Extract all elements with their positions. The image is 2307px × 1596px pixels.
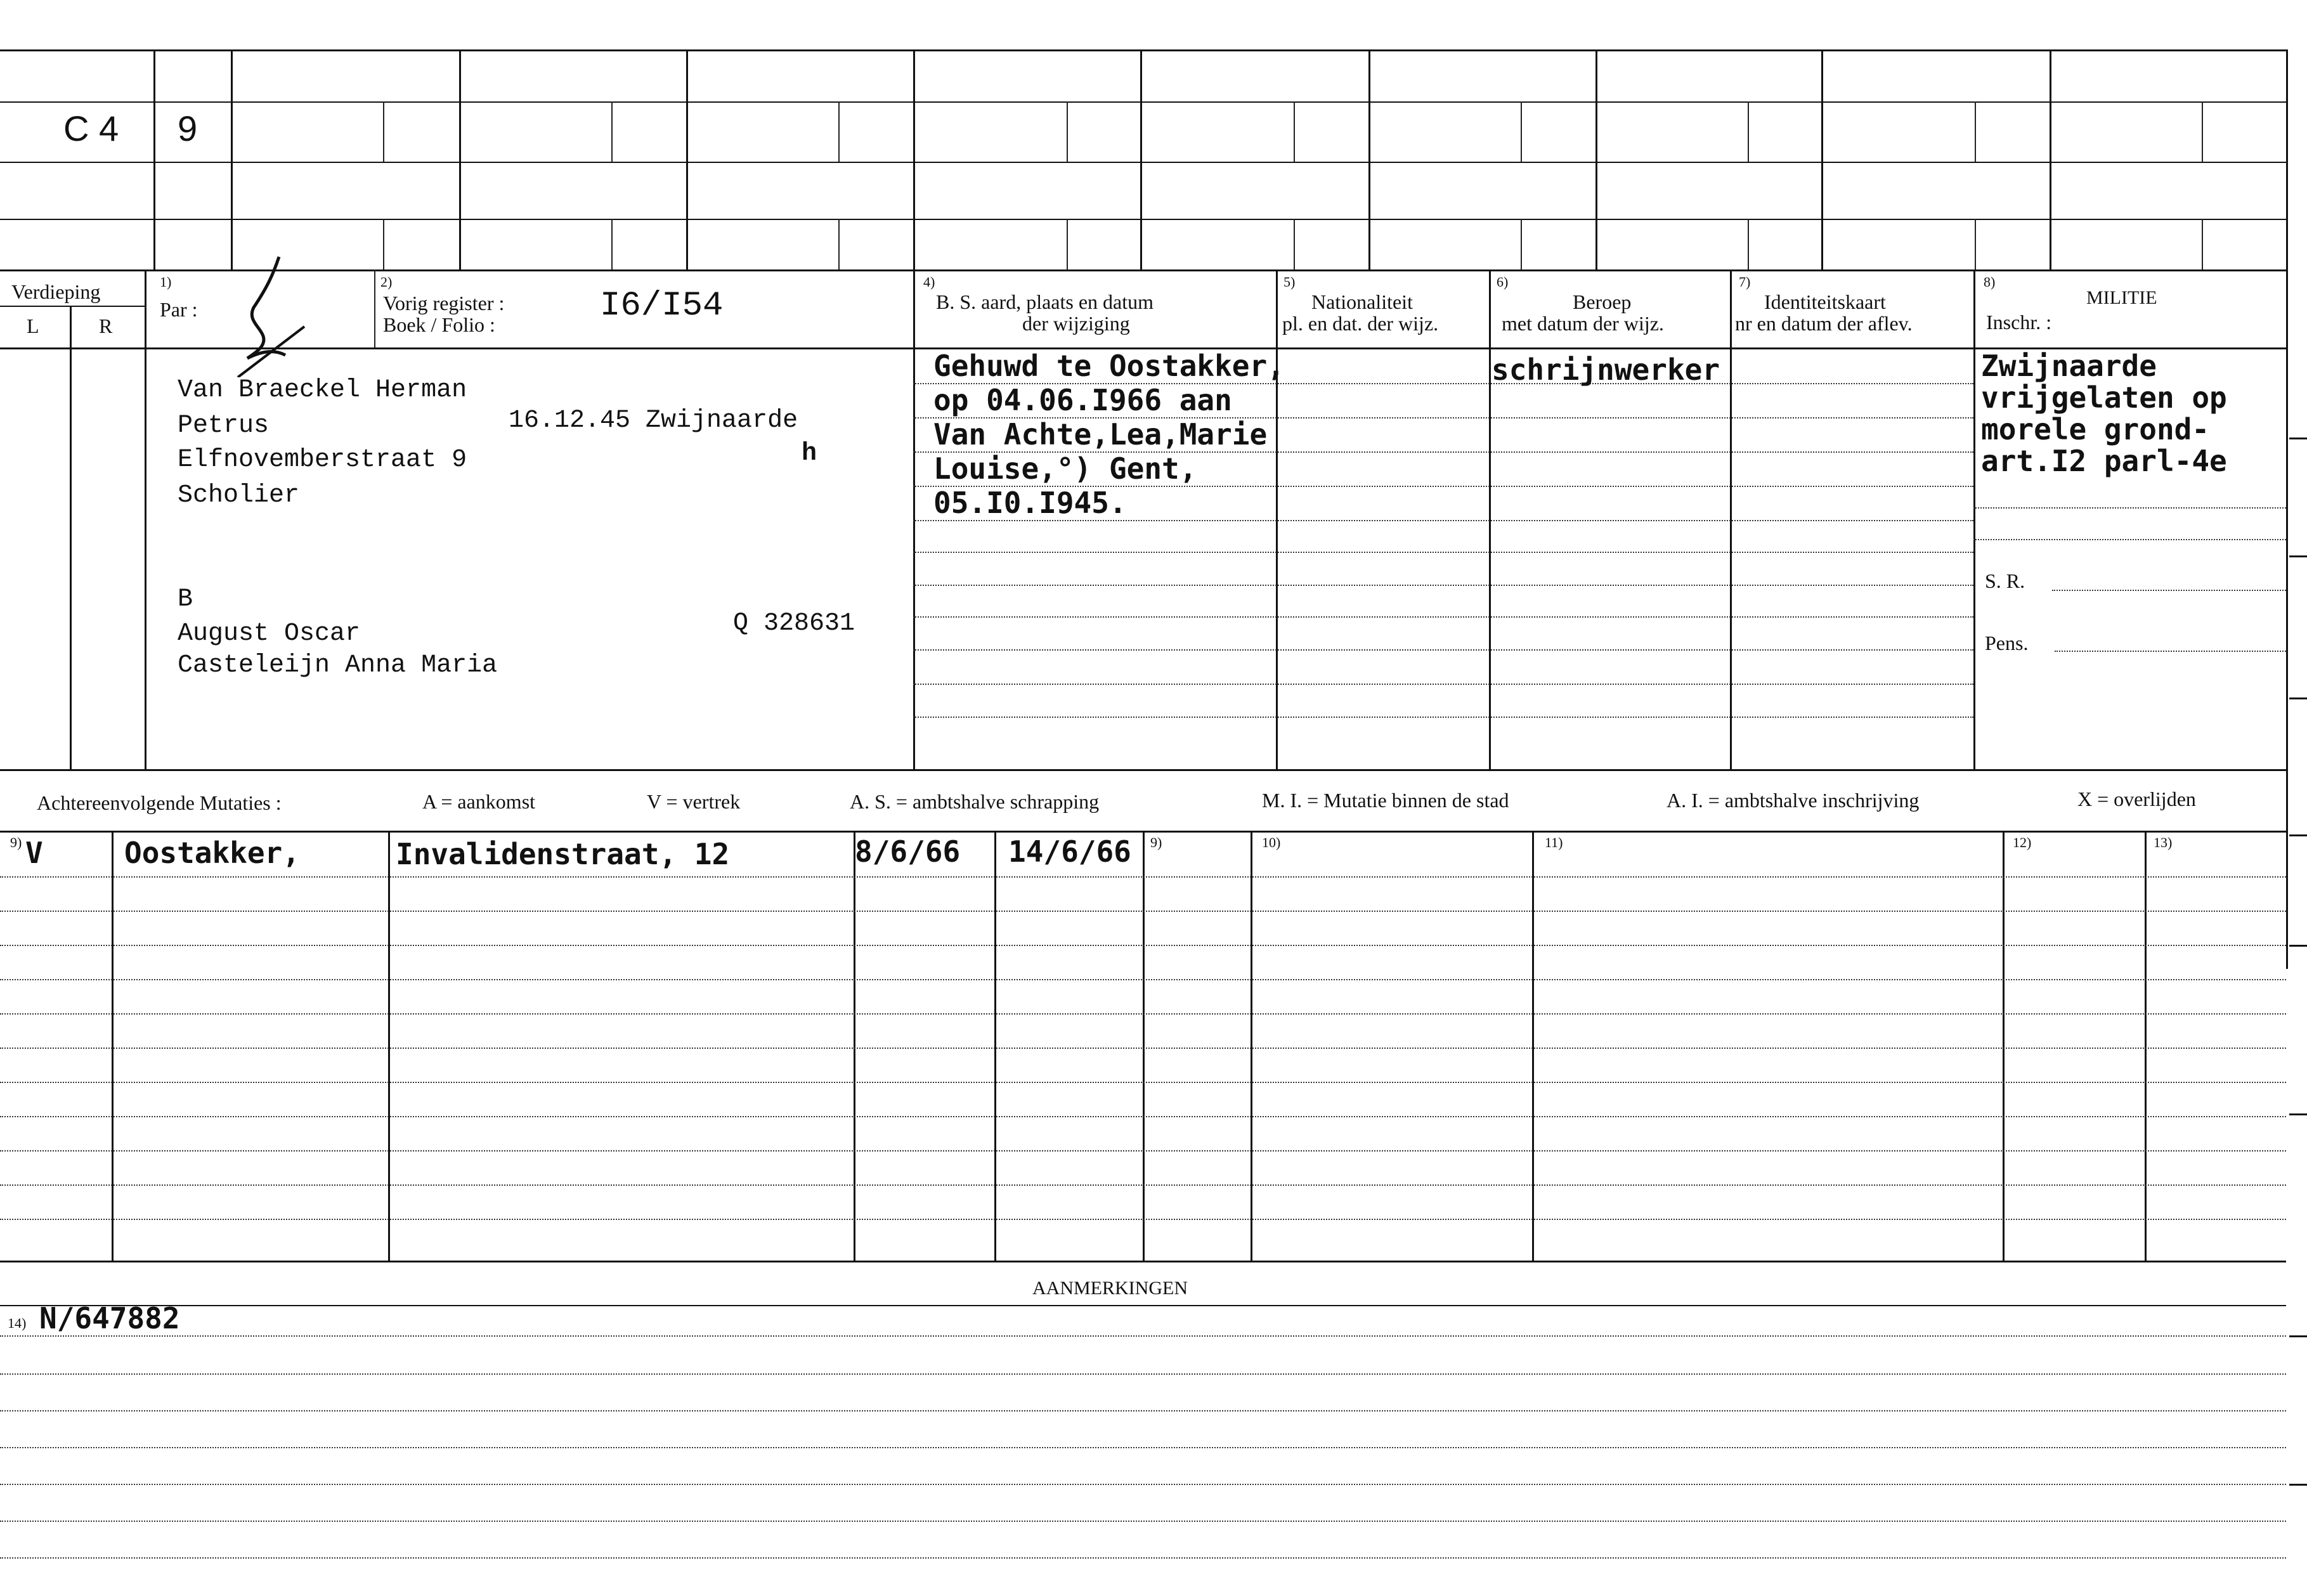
legend-a: A = aankomst bbox=[422, 790, 536, 813]
militie-header: MILITIE bbox=[2086, 287, 2157, 308]
aanmerkingen-top-line bbox=[0, 1305, 2286, 1306]
civil-status-line2: op 04.06.I966 aan bbox=[933, 383, 1232, 417]
top-grid-line-3 bbox=[0, 162, 2286, 163]
boek-folio-label: Boek / Folio : bbox=[383, 313, 495, 336]
left-label: L bbox=[27, 315, 39, 337]
field-5-number: 5) bbox=[1283, 274, 1296, 290]
mutatie-num-11: 11) bbox=[1545, 834, 1563, 850]
person-id-code: Q 328631 bbox=[733, 609, 855, 638]
vorig-register-label: Vorig register : bbox=[383, 292, 505, 315]
top-grid-line-4 bbox=[0, 219, 2286, 220]
lr-divider-line bbox=[0, 306, 145, 307]
person-address: Elfnovemberstraat 9 bbox=[178, 446, 467, 474]
militie-line1: Zwijnaarde bbox=[1981, 349, 2157, 383]
mutatie-street: Invalidenstraat, 12 bbox=[396, 837, 730, 871]
beroep-value: schrijnwerker bbox=[1491, 353, 1720, 387]
person-block-bottom-line bbox=[0, 769, 2286, 771]
nationaliteit-subheader: pl. en dat. der wijz. bbox=[1282, 312, 1439, 335]
civil-status-line1: Gehuwd te Oostakker, bbox=[933, 349, 1285, 383]
field-6-number: 6) bbox=[1497, 274, 1509, 290]
civil-status-line3: Van Achte,Lea,Marie bbox=[933, 417, 1268, 451]
par-label: Par : bbox=[160, 298, 198, 321]
right-label: R bbox=[99, 315, 113, 337]
militie-line2: vrijgelaten op bbox=[1981, 380, 2227, 415]
pens-label: Pens. bbox=[1985, 632, 2029, 654]
civil-status-line4: Louise,°) Gent, bbox=[933, 451, 1197, 486]
mutatie-date-2: 14/6/66 bbox=[1008, 834, 1131, 869]
mutatie-num-9b: 9) bbox=[1150, 834, 1162, 850]
bs-header-line1: B. S. aard, plaats en datum bbox=[936, 290, 1154, 313]
mutatie-num-10: 10) bbox=[1262, 834, 1281, 850]
person-mother: Casteleijn Anna Maria bbox=[178, 651, 498, 680]
mutatie-num-13: 13) bbox=[2154, 834, 2173, 850]
vorig-register-value: I6/I54 bbox=[600, 287, 724, 325]
person-father: August Oscar bbox=[178, 620, 361, 648]
person-name-line2: Petrus bbox=[178, 412, 270, 440]
grid-code: C 4 bbox=[63, 108, 119, 148]
person-occupation: Scholier bbox=[178, 481, 300, 510]
top-border-line bbox=[0, 49, 2286, 51]
legend-v: V = vertrek bbox=[647, 790, 741, 813]
header-top-line bbox=[0, 269, 2286, 271]
person-b-label: B bbox=[178, 585, 193, 614]
person-name-line1: Van Braeckel Herman bbox=[178, 376, 467, 405]
field-7-number: 7) bbox=[1739, 274, 1751, 290]
bs-header-line2: der wijziging bbox=[1022, 312, 1130, 335]
mutatie-num-12: 12) bbox=[2013, 834, 2032, 850]
grid-number: 9 bbox=[178, 108, 198, 148]
identiteitskaart-header: Identiteitskaart bbox=[1764, 290, 1886, 313]
field-2-number: 2) bbox=[380, 274, 393, 290]
legend-x: X = overlijden bbox=[2077, 788, 2196, 810]
par-signature bbox=[235, 250, 323, 377]
legend-ai: A. I. = ambtshalve inschrijving bbox=[1667, 789, 1920, 812]
field-8-number: 8) bbox=[1984, 274, 1996, 290]
mutatie-date-1: 8/6/66 bbox=[855, 834, 961, 869]
mutatie-num-9: 9) bbox=[10, 834, 22, 850]
beroep-header: Beroep bbox=[1573, 290, 1632, 313]
nationaliteit-header: Nationaliteit bbox=[1311, 290, 1413, 313]
aanmerkingen-title: AANMERKINGEN bbox=[1032, 1278, 1188, 1299]
field-1-number: 1) bbox=[160, 274, 172, 290]
top-grid-line-2 bbox=[0, 101, 2286, 103]
person-mark: h bbox=[802, 439, 817, 468]
mutatie-type: V bbox=[25, 836, 43, 870]
civil-status-line5: 05.I0.I945. bbox=[933, 486, 1127, 520]
inschr-label: Inschr. : bbox=[1986, 311, 2052, 334]
mutaties-label: Achtereenvolgende Mutaties : bbox=[37, 791, 282, 814]
identiteitskaart-subheader: nr en datum der aflev. bbox=[1735, 312, 1913, 335]
verdieping-label: Verdieping bbox=[11, 280, 101, 303]
militie-line4: art.I2 parl-4e bbox=[1981, 444, 2227, 478]
mutaties-bottom-line bbox=[0, 1261, 2286, 1262]
beroep-subheader: met datum der wijz. bbox=[1502, 312, 1664, 335]
aanmerkingen-number: 14) bbox=[8, 1315, 27, 1331]
sr-label: S. R. bbox=[1985, 569, 2025, 592]
person-birth: 16.12.45 Zwijnaarde bbox=[509, 406, 798, 435]
field-4-number: 4) bbox=[923, 274, 935, 290]
legend-as: A. S. = ambtshalve schrapping bbox=[850, 790, 1100, 813]
aanmerkingen-value: N/647882 bbox=[39, 1301, 180, 1335]
mutatie-place: Oostakker, bbox=[124, 836, 300, 870]
legend-mi: M. I. = Mutatie binnen de stad bbox=[1262, 789, 1509, 812]
militie-line3: morele grond- bbox=[1981, 412, 2210, 446]
